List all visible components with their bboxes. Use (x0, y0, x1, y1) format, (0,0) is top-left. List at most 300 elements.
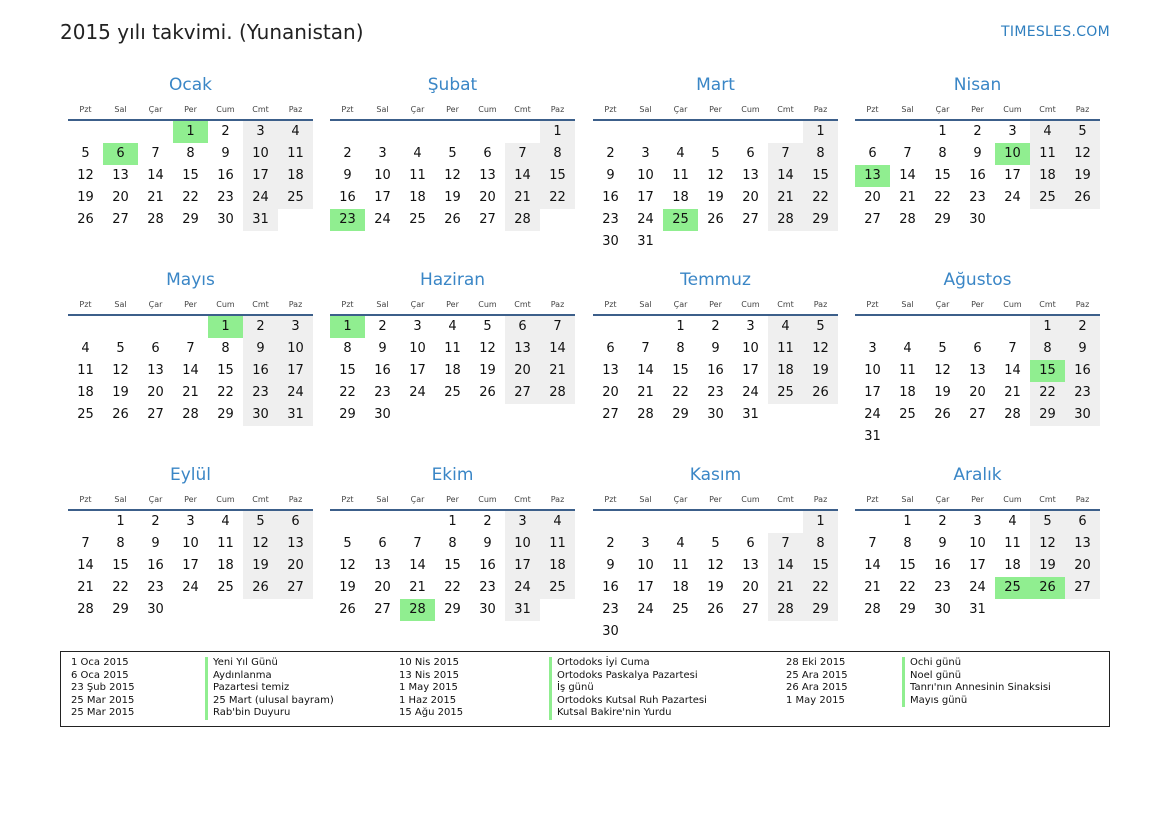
weekday-label: Cum (478, 495, 497, 504)
day-cell: 31 (969, 602, 986, 617)
weekday-label: Sal (114, 300, 127, 309)
day-cell: 4 (413, 146, 422, 161)
day-cell: 21 (864, 580, 881, 595)
day-cell: 15 (112, 558, 129, 573)
weekday-label: Çar (410, 300, 425, 309)
day-cell: 26 (444, 212, 461, 227)
day-cell: 1 (803, 511, 838, 533)
day-cell: 14 (77, 558, 94, 573)
day-cell: 23 (969, 190, 986, 205)
day-cell: 22 (112, 580, 129, 595)
legend-dates-column (399, 657, 463, 720)
empty-cell (855, 121, 890, 143)
month-name: Mart (696, 75, 735, 95)
day-cell: 2 (483, 514, 492, 529)
day-cell: 10 (864, 363, 881, 378)
empty-cell (68, 316, 103, 338)
day-cell: 24 (1004, 190, 1021, 205)
empty-cell (698, 121, 733, 143)
day-cell: 25 (1030, 187, 1065, 209)
weekday-label: Paz (1075, 105, 1090, 114)
day-cell: 19 (77, 190, 94, 205)
day-cell: 20 (479, 190, 496, 205)
day-cell: 31 (637, 234, 654, 249)
legend-holiday-name: Ortodoks Kutsal Ruh Pazartesi (549, 695, 707, 708)
day-cell: 4 (1030, 121, 1065, 143)
legend-dates-column (71, 657, 135, 720)
day-cell: 3 (641, 146, 650, 161)
day-cell: 27 (278, 577, 313, 599)
day-cell: 10 (278, 338, 313, 360)
day-cell: 18 (444, 363, 461, 378)
day-cell: 4 (1008, 514, 1017, 529)
day-cell: 7 (1008, 341, 1017, 356)
day-cell: 5 (1030, 511, 1065, 533)
weekday-label: Çar (673, 300, 688, 309)
empty-cell (330, 511, 365, 533)
day-cell: 23 (147, 580, 164, 595)
weekday-label: Per (971, 300, 984, 309)
day-cell: 29 (672, 407, 689, 422)
day-cell: 27 (969, 407, 986, 422)
day-cell: 3 (378, 146, 387, 161)
empty-cell (593, 511, 628, 533)
empty-cell (593, 121, 628, 143)
day-cell: 12 (707, 168, 724, 183)
day-cell: 15 (803, 555, 838, 577)
day-cell: 16 (602, 580, 619, 595)
day-cell: 3 (1008, 124, 1017, 139)
day-cell: 5 (711, 146, 720, 161)
day-cell: 14 (409, 558, 426, 573)
weekday-header (330, 492, 575, 508)
day-cell: 28 (768, 209, 803, 231)
day-cell: 3 (746, 319, 755, 334)
day-cell: 2 (243, 316, 278, 338)
weekday-label: Cum (741, 105, 760, 114)
empty-cell (435, 121, 470, 143)
empty-cell (400, 511, 435, 533)
day-cell: 14 (505, 165, 540, 187)
empty-cell (505, 121, 540, 143)
day-cell: 13 (147, 363, 164, 378)
day-cell: 18 (899, 385, 916, 400)
day-cell: 2 (606, 146, 615, 161)
day-cell: 16 (147, 558, 164, 573)
day-cell: 13 (602, 363, 619, 378)
weekday-label: Cum (741, 495, 760, 504)
day-cell: 10 (505, 533, 540, 555)
day-cell: 29 (1030, 404, 1065, 426)
day-cell: 10 (637, 558, 654, 573)
day-cell: 4 (448, 319, 457, 334)
day-cell: 11 (899, 363, 916, 378)
day-cell: 7 (641, 341, 650, 356)
day-cell: 2 (151, 514, 160, 529)
day-cell: 28 (77, 602, 94, 617)
day-cell: 8 (803, 533, 838, 555)
empty-cell (593, 316, 628, 338)
weekday-header (68, 492, 313, 508)
day-cell: 30 (147, 602, 164, 617)
day-cell: 24 (374, 212, 391, 227)
day-grid (593, 316, 838, 426)
day-cell: 3 (413, 319, 422, 334)
day-cell: 8 (676, 341, 685, 356)
day-cell: 29 (899, 602, 916, 617)
empty-cell (995, 316, 1030, 338)
day-cell: 9 (1065, 338, 1100, 360)
day-cell: 11 (409, 168, 426, 183)
day-cell: 22 (934, 190, 951, 205)
month-block (68, 72, 313, 231)
day-cell: 31 (742, 407, 759, 422)
day-cell: 10 (969, 536, 986, 551)
day-cell: 16 (339, 190, 356, 205)
weekday-label: Cmt (252, 105, 269, 114)
day-cell: 4 (81, 341, 90, 356)
day-cell: 2 (606, 536, 615, 551)
weekday-label: Çar (410, 105, 425, 114)
day-cell: 24 (637, 212, 654, 227)
day-cell: 5 (116, 341, 125, 356)
day-cell: 1 (938, 124, 947, 139)
weekday-label: Pzt (604, 300, 617, 309)
day-cell: 25 (768, 382, 803, 404)
holiday-day-cell: 6 (103, 143, 138, 165)
day-cell: 16 (707, 363, 724, 378)
day-cell: 9 (221, 146, 230, 161)
day-cell: 19 (934, 385, 951, 400)
day-cell: 3 (973, 514, 982, 529)
day-cell: 20 (505, 360, 540, 382)
empty-cell (400, 121, 435, 143)
month-block (593, 462, 838, 643)
weekday-label: Cmt (1039, 105, 1056, 114)
day-cell: 14 (182, 363, 199, 378)
legend-date: 25 Mar 2015 (71, 694, 135, 706)
weekday-label: Cum (216, 495, 235, 504)
day-cell: 29 (803, 599, 838, 621)
day-cell: 16 (969, 168, 986, 183)
day-cell: 27 (602, 407, 619, 422)
day-cell: 11 (217, 536, 234, 551)
empty-cell (890, 121, 925, 143)
day-cell: 3 (641, 536, 650, 551)
day-cell: 2 (378, 319, 387, 334)
weekday-label: Pzt (79, 495, 92, 504)
day-cell: 22 (803, 577, 838, 599)
empty-cell (628, 316, 663, 338)
day-cell: 6 (378, 536, 387, 551)
month-block (68, 462, 313, 621)
legend-holiday-name: 25 Mart (ulusal bayram) (205, 695, 334, 708)
day-cell: 28 (899, 212, 916, 227)
day-cell: 24 (243, 187, 278, 209)
day-cell: 20 (374, 580, 391, 595)
day-cell: 22 (444, 580, 461, 595)
day-cell: 1 (116, 514, 125, 529)
day-cell: 9 (378, 341, 387, 356)
day-cell: 25 (899, 407, 916, 422)
weekday-header (593, 297, 838, 313)
legend-holiday-name: Ochi günü (902, 657, 1051, 670)
holiday-day-cell: 15 (1030, 360, 1065, 382)
day-cell: 17 (278, 360, 313, 382)
day-cell: 7 (868, 536, 877, 551)
weekday-label: Çar (410, 495, 425, 504)
weekday-label: Paz (1075, 300, 1090, 309)
weekday-label: Paz (813, 300, 828, 309)
weekday-label: Çar (935, 105, 950, 114)
day-cell: 12 (444, 168, 461, 183)
day-cell: 1 (448, 514, 457, 529)
weekday-label: Per (971, 495, 984, 504)
empty-cell (960, 316, 995, 338)
day-cell: 15 (540, 165, 575, 187)
day-cell: 4 (221, 514, 230, 529)
day-grid (330, 511, 575, 621)
day-cell: 7 (768, 533, 803, 555)
day-cell: 3 (243, 121, 278, 143)
day-cell: 18 (278, 165, 313, 187)
day-cell: 10 (409, 341, 426, 356)
day-cell: 30 (707, 407, 724, 422)
day-cell: 2 (973, 124, 982, 139)
day-cell: 24 (409, 385, 426, 400)
day-cell: 8 (221, 341, 230, 356)
day-cell: 23 (374, 385, 391, 400)
weekday-label: Cum (1003, 105, 1022, 114)
day-cell: 22 (803, 187, 838, 209)
weekday-label: Cum (216, 300, 235, 309)
legend-date: 1 Haz 2015 (399, 694, 457, 706)
weekday-label: Sal (639, 300, 652, 309)
month-name: Kasım (689, 465, 742, 485)
day-cell: 20 (278, 555, 313, 577)
day-cell: 21 (147, 190, 164, 205)
weekday-label: Cum (741, 300, 760, 309)
day-cell: 6 (868, 146, 877, 161)
weekday-label: Paz (288, 300, 303, 309)
month-block (593, 267, 838, 426)
day-cell: 15 (672, 363, 689, 378)
weekday-label: Cum (216, 105, 235, 114)
legend-date: 25 Mar 2015 (71, 707, 135, 719)
day-cell: 11 (1030, 143, 1065, 165)
legend-date: 10 Nis 2015 (399, 657, 459, 668)
weekday-label: Pzt (341, 495, 354, 504)
empty-cell (663, 121, 698, 143)
day-cell: 4 (676, 146, 685, 161)
empty-cell (628, 511, 663, 533)
day-cell: 7 (151, 146, 160, 161)
day-cell: 28 (540, 382, 575, 404)
day-grid (593, 121, 838, 253)
month-name: Aralık (953, 465, 1002, 485)
weekday-label: Pzt (341, 300, 354, 309)
empty-cell (768, 121, 803, 143)
day-cell: 9 (973, 146, 982, 161)
day-cell: 13 (505, 338, 540, 360)
day-cell: 4 (676, 536, 685, 551)
day-cell: 11 (444, 341, 461, 356)
weekday-label: Çar (673, 495, 688, 504)
day-cell: 9 (483, 536, 492, 551)
day-cell: 14 (637, 363, 654, 378)
weekday-label: Cum (1003, 300, 1022, 309)
day-cell: 16 (217, 168, 234, 183)
day-cell: 29 (934, 212, 951, 227)
weekday-label: Pzt (79, 300, 92, 309)
day-cell: 17 (742, 363, 759, 378)
day-cell: 21 (1004, 385, 1021, 400)
day-cell: 1 (676, 319, 685, 334)
day-cell: 16 (479, 558, 496, 573)
day-cell: 25 (278, 187, 313, 209)
month-name: Eylül (169, 465, 212, 485)
day-cell: 27 (112, 212, 129, 227)
day-cell: 7 (413, 536, 422, 551)
legend-holiday-name: Tanrı'nın Annesinin Sinaksisi (902, 682, 1051, 695)
day-cell: 24 (182, 580, 199, 595)
day-cell: 21 (540, 360, 575, 382)
weekday-label: Per (709, 105, 722, 114)
day-cell: 30 (1065, 404, 1100, 426)
day-cell: 24 (742, 385, 759, 400)
day-grid (68, 316, 313, 426)
day-grid (855, 511, 1100, 621)
day-cell: 27 (479, 212, 496, 227)
day-cell: 17 (505, 555, 540, 577)
weekday-label: Sal (901, 300, 914, 309)
empty-cell (925, 316, 960, 338)
day-cell: 10 (637, 168, 654, 183)
day-cell: 18 (409, 190, 426, 205)
day-cell: 2 (711, 319, 720, 334)
day-cell: 30 (374, 407, 391, 422)
weekday-label: Cmt (514, 300, 531, 309)
day-cell: 15 (934, 168, 951, 183)
day-cell: 30 (602, 624, 619, 639)
weekday-header (855, 492, 1100, 508)
empty-cell (138, 316, 173, 338)
day-cell: 27 (864, 212, 881, 227)
month-name: Temmuz (680, 270, 751, 290)
day-cell: 29 (217, 407, 234, 422)
weekday-label: Cum (478, 105, 497, 114)
day-cell: 20 (602, 385, 619, 400)
day-cell: 14 (1004, 363, 1021, 378)
weekday-label: Paz (550, 300, 565, 309)
day-cell: 19 (339, 580, 356, 595)
empty-cell (855, 511, 890, 533)
day-cell: 4 (768, 316, 803, 338)
legend-date: 26 Ara 2015 (786, 682, 848, 694)
legend-holiday-name: Yeni Yıl Günü (205, 657, 334, 670)
day-cell: 22 (672, 385, 689, 400)
weekday-label: Pzt (341, 105, 354, 114)
day-cell: 11 (77, 363, 94, 378)
weekday-label: Cmt (252, 300, 269, 309)
holiday-day-cell: 23 (330, 209, 365, 231)
weekday-label: Çar (148, 300, 163, 309)
weekday-label: Pzt (604, 105, 617, 114)
day-cell: 26 (707, 212, 724, 227)
empty-cell (68, 121, 103, 143)
holiday-day-cell: 1 (173, 121, 208, 143)
day-cell: 8 (448, 536, 457, 551)
empty-cell (103, 121, 138, 143)
weekday-label: Pzt (866, 300, 879, 309)
day-cell: 21 (182, 385, 199, 400)
weekday-header (68, 297, 313, 313)
day-cell: 18 (540, 555, 575, 577)
day-cell: 5 (1065, 121, 1100, 143)
day-cell: 20 (969, 385, 986, 400)
day-cell: 23 (707, 385, 724, 400)
day-cell: 19 (1065, 165, 1100, 187)
holiday-day-cell: 13 (855, 165, 890, 187)
day-cell: 28 (182, 407, 199, 422)
day-grid (330, 121, 575, 231)
site-link[interactable]: TIMESLES.COM (1001, 24, 1110, 40)
day-cell: 31 (243, 209, 278, 231)
day-grid (855, 316, 1100, 448)
day-cell: 5 (938, 341, 947, 356)
day-cell: 5 (243, 511, 278, 533)
day-cell: 26 (803, 382, 838, 404)
day-grid (330, 316, 575, 426)
day-cell: 25 (409, 212, 426, 227)
day-cell: 7 (903, 146, 912, 161)
day-cell: 11 (672, 558, 689, 573)
day-cell: 2 (343, 146, 352, 161)
legend-holiday-name: İş günü (549, 682, 707, 695)
day-cell: 23 (243, 382, 278, 404)
day-cell: 20 (742, 190, 759, 205)
holiday-day-cell: 26 (1030, 577, 1065, 599)
weekday-label: Per (184, 105, 197, 114)
day-cell: 6 (606, 341, 615, 356)
empty-cell (365, 121, 400, 143)
weekday-label: Sal (376, 495, 389, 504)
day-cell: 10 (742, 341, 759, 356)
day-cell: 31 (864, 429, 881, 444)
weekday-header (855, 102, 1100, 118)
legend-date: 23 Şub 2015 (71, 682, 135, 694)
page-title: 2015 yılı takvimi. (Yunanistan) (60, 20, 364, 44)
day-cell: 15 (217, 363, 234, 378)
day-cell: 1 (540, 121, 575, 143)
day-cell: 18 (217, 558, 234, 573)
day-cell: 8 (186, 146, 195, 161)
day-cell: 13 (374, 558, 391, 573)
weekday-label: Sal (114, 495, 127, 504)
day-cell: 16 (374, 363, 391, 378)
day-cell: 17 (864, 385, 881, 400)
weekday-label: Sal (639, 495, 652, 504)
day-cell: 14 (540, 338, 575, 360)
holiday-day-cell: 28 (400, 599, 435, 621)
day-cell: 5 (81, 146, 90, 161)
legend-holiday-name: Ortodoks Paskalya Pazartesi (549, 670, 707, 683)
empty-cell (663, 511, 698, 533)
day-cell: 19 (707, 190, 724, 205)
day-cell: 30 (969, 212, 986, 227)
day-cell: 6 (746, 146, 755, 161)
day-cell: 29 (182, 212, 199, 227)
